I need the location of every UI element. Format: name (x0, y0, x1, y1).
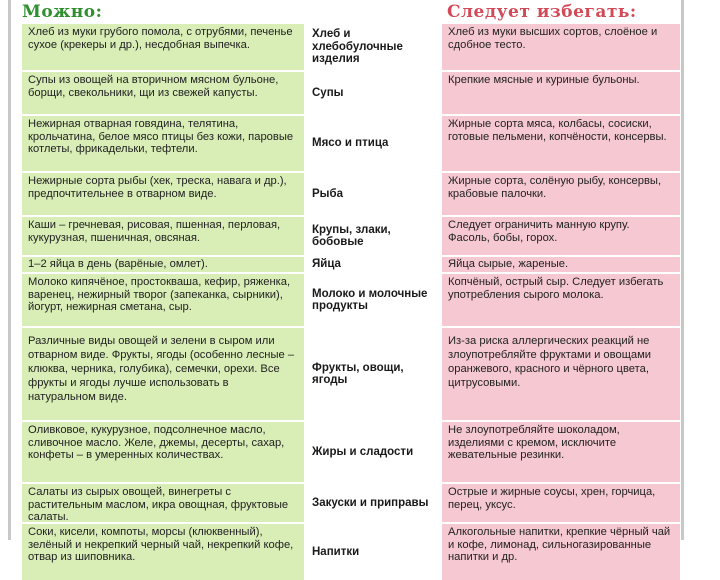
avoid-cell: Копчёный, острый сыр. Следует избегать употребления сырого молока. (442, 274, 680, 326)
category-cell: Супы (304, 72, 442, 114)
category-cell: Напитки (304, 524, 442, 580)
category-cell: Фрукты, овощи, ягоды (304, 328, 442, 420)
avoid-column-title: Следует избегать: (447, 2, 637, 22)
avoid-cell: Не злоупотребляйте шоколадом, изделиями с кремом, исключите жевательные резинки. (442, 422, 680, 482)
avoid-cell: Жирные сорта, солёную рыбу, консервы, крабовые палочки. (442, 173, 680, 215)
avoid-cell: Крепкие мясные и куриные бульоны. (442, 72, 680, 114)
avoid-cell: Яйца сырые, жареные. (442, 257, 680, 272)
category-cell: Рыба (304, 173, 442, 215)
allowed-cell: Различные виды овощей и зелени в сыром или отварном виде. Фрукты, ягоды (особенно лесные – клюква, черника, голубика), семечки, орехи. Все фрукты и ягоды лучше использовать в натуральном виде. (22, 328, 304, 420)
allowed-cell: Супы из овощей на вторичном мясном бульоне, борщи, свекольники, щи из свежей капусты. (22, 72, 304, 114)
avoid-cell: Следует ограничить манную крупу. Фасоль, бобы, горох. (442, 217, 680, 255)
avoid-cell: Из-за риска аллергических реакций не злоупотребляйте фруктами и овощами оранжевого, красного и чёрного цвета, цитрусовыми. (442, 328, 680, 420)
allowed-cell: Каши – гречневая, рисовая, пшенная, перловая, кукурузная, пшеничная, овсяная. (22, 217, 304, 255)
allowed-cell: Нежирная отварная говядина, телятина, крольчатина, белое мясо птицы без кожи, паровые котлеты, фрикадельки, тефтели. (22, 116, 304, 171)
allowed-cell: Молоко кипячёное, простокваша, кефир, ряженка, варенец, нежирный творог (запеканка, сырники), йогурт, нежирная сметана, сыр. (22, 274, 304, 326)
avoid-cell: Алкогольные напитки, крепкие чёрный чай и кофе, лимонад, сильногазированные напитки и др. (442, 524, 680, 580)
allowed-cell: Нежирные сорта рыбы (хек, треска, навага и др.), предпочтительнее в отварном виде. (22, 173, 304, 215)
category-cell: Жиры и сладости (304, 422, 442, 482)
avoid-cell: Острые и жирные соусы, хрен, горчица, перец, уксус. (442, 484, 680, 522)
diet-table (22, 24, 680, 563)
allowed-column-title: Можно: (22, 2, 103, 22)
allowed-cell: Соки, кисели, компоты, морсы (клюквенный), зелёный и некрепкий черный чай, некрепкий кофе, отвар из шиповника. (22, 524, 304, 580)
avoid-cell: Жирные сорта мяса, колбасы, сосиски, готовые пельмени, копчёности, консервы. (442, 116, 680, 171)
category-cell: Закуски и приправы (304, 484, 442, 522)
category-cell: Яйца (304, 257, 442, 272)
allowed-cell: Хлеб из муки грубого помола, с отрубями, печенье сухое (крекеры и др.), несдобная выпечка. (22, 24, 304, 70)
category-cell: Крупы, злаки, бобовые (304, 217, 442, 255)
category-cell: Мясо и птица (304, 116, 442, 171)
category-cell: Хлеб и хлебобулочные изделия (304, 24, 442, 70)
allowed-cell: 1–2 яйца в день (варёные, омлет). (22, 257, 304, 272)
allowed-cell: Оливковое, кукурузное, подсолнечное масло, сливочное масло. Желе, джемы, десерты, сахар, конфеты – в умеренных количествах. (22, 422, 304, 482)
category-cell: Молоко и молочные продукты (304, 274, 442, 326)
avoid-cell: Хлеб из муки высших сортов, слоёное и сдобное тесто. (442, 24, 680, 70)
allowed-cell: Салаты из сырых овощей, винегреты с растительным маслом, икра овощная, фруктовые салаты. (22, 484, 304, 522)
